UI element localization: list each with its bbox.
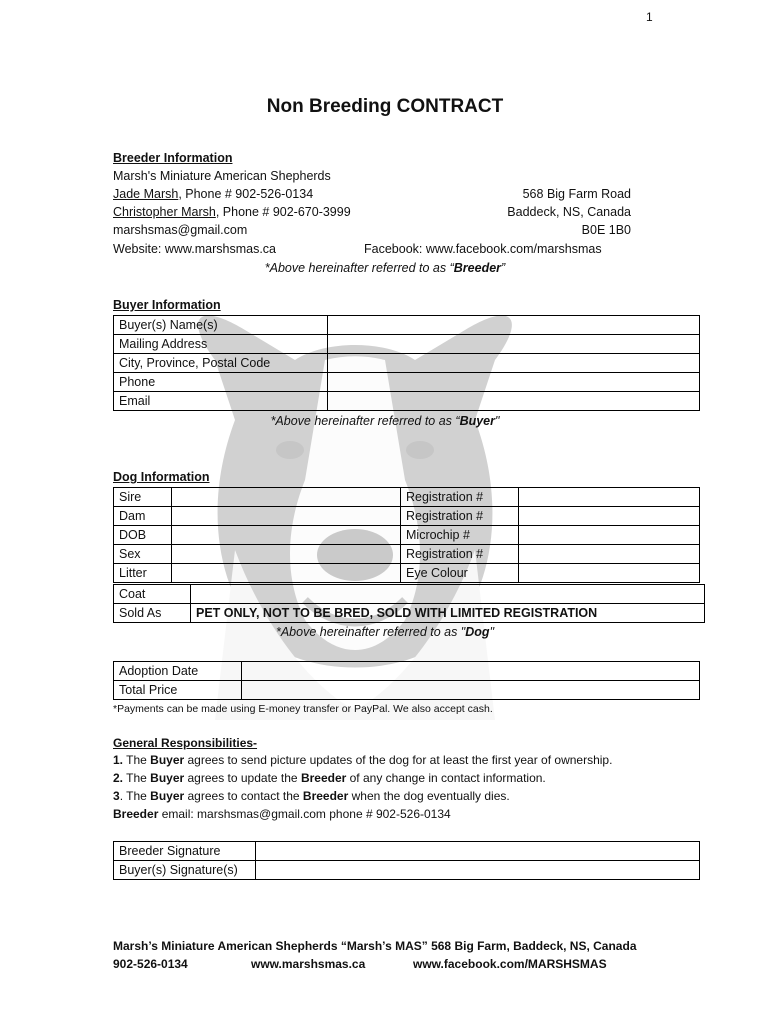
signature-row	[114, 842, 700, 861]
breeder-person1	[113, 187, 313, 201]
dog-sold-as-label: Sold As	[114, 604, 191, 623]
signature-label: Buyer(s) Signature(s)	[114, 861, 256, 880]
buyer-field-label: Buyer(s) Name(s)	[114, 316, 328, 335]
adoption-row	[114, 662, 700, 681]
buyer-table	[113, 315, 700, 411]
dog-microchip-input[interactable]	[519, 526, 700, 545]
item-who: Buyer	[150, 789, 185, 803]
dog-left-label: DOB	[114, 526, 172, 545]
item-the: . The	[119, 789, 151, 803]
dog-row	[114, 507, 700, 526]
person2-phone: , Phone # 902-670-3999	[215, 205, 351, 219]
dog-row	[114, 545, 700, 564]
dog-right-label: Registration #	[401, 488, 519, 507]
dog-sex-input[interactable]	[172, 545, 401, 564]
dog-dam-input[interactable]	[172, 507, 401, 526]
adoption-row	[114, 681, 700, 700]
breeder-facebook: Facebook: www.facebook.com/marshsmas	[364, 242, 602, 256]
dog-table	[113, 487, 700, 583]
buyer-name-input[interactable]	[328, 316, 700, 335]
item-num: 3	[113, 789, 120, 803]
dog-left-label: Sire	[114, 488, 172, 507]
item-who2: Breeder	[302, 789, 349, 803]
adoption-label: Total Price	[114, 681, 242, 700]
dog-sold-as-value: PET ONLY, NOT TO BE BRED, SOLD WITH LIMITED REGISTRATION	[191, 604, 705, 623]
dog-right-label: Eye Colour	[401, 564, 519, 583]
breeder-contact: email: marshsmas@gmail.com phone # 902-526-0134	[158, 807, 451, 821]
breeder-note	[0, 261, 770, 275]
breeder-signature-input[interactable]	[256, 842, 700, 861]
dog-left-label: Litter	[114, 564, 172, 583]
breeder-label: Breeder	[113, 807, 159, 821]
dog-right-label: Registration #	[401, 507, 519, 526]
dog-row	[114, 526, 700, 545]
buyer-field-label: Email	[114, 392, 328, 411]
item-num: 1.	[113, 753, 124, 767]
buyer-field-label: Phone	[114, 373, 328, 392]
breeder-address1: 568 Big Farm Road	[522, 187, 631, 201]
breeder-note-term: Breeder	[453, 261, 502, 275]
page-title: Non Breeding CONTRACT	[266, 96, 504, 117]
dog-left-label: Dam	[114, 507, 172, 526]
dog-heading: Dog Information	[113, 470, 210, 484]
buyer-field-label: Mailing Address	[114, 335, 328, 354]
item-text: agrees to update the	[184, 771, 301, 785]
dog-right-label: Microchip #	[401, 526, 519, 545]
buyer-row	[114, 335, 700, 354]
signature-table	[113, 841, 700, 880]
item-text: agrees to send picture updates of the dog for at least the first year of ownership.	[184, 753, 613, 767]
dog-eye-colour-input[interactable]	[519, 564, 700, 583]
buyer-row	[114, 354, 700, 373]
breeder-email: marshsmas@gmail.com	[113, 223, 248, 237]
footer-line1: Marsh’s Miniature American Shepherds “Marsh’s MAS” 568 Big Farm, Baddeck, NS, Canada	[113, 939, 637, 953]
breeder-address2: Baddeck, NS, Canada	[507, 205, 631, 219]
footer-phone: 902-526-0134	[113, 957, 188, 971]
breeder-note-prefix: *Above hereinafter referred to as “	[264, 261, 454, 275]
dog-dob-input[interactable]	[172, 526, 401, 545]
responsibility-item	[113, 789, 510, 803]
buyer-note-prefix: *Above hereinafter referred to as “	[270, 414, 460, 428]
page-number: 1	[646, 10, 653, 24]
buyer-row	[114, 392, 700, 411]
dog-row	[114, 585, 705, 604]
dog-row	[114, 564, 700, 583]
payment-note: *Payments can be made using E-money transfer or PayPal. We also accept cash.	[113, 703, 493, 715]
buyer-row	[114, 316, 700, 335]
responsibilities-heading: General Responsibilities-	[113, 736, 258, 750]
responsibility-item	[113, 771, 546, 785]
item-num: 2.	[113, 771, 124, 785]
dog-coat-table	[113, 584, 705, 623]
breeder-person2	[113, 205, 351, 219]
breeder-contact-line	[113, 807, 451, 821]
dog-litter-input[interactable]	[172, 564, 401, 583]
dog-right-label: Registration #	[401, 545, 519, 564]
item-the: The	[123, 771, 151, 785]
adoption-table	[113, 661, 700, 700]
dog-reg-input[interactable]	[519, 545, 700, 564]
total-price-input[interactable]	[242, 681, 700, 700]
breeder-website: Website: www.marshsmas.ca	[113, 242, 277, 256]
dog-note	[0, 625, 770, 639]
dog-row	[114, 488, 700, 507]
dog-row	[114, 604, 705, 623]
responsibility-item	[113, 753, 612, 767]
item-the: The	[123, 753, 151, 767]
item-who: Buyer	[150, 753, 185, 767]
breeder-heading: Breeder Information	[113, 151, 233, 165]
breeder-business: Marsh's Miniature American Shepherds	[113, 169, 331, 183]
footer-website: www.marshsmas.ca	[251, 957, 366, 971]
person2-name: Christopher Marsh	[113, 205, 216, 219]
breeder-note-suffix: ”	[501, 261, 506, 275]
dog-coat-label: Coat	[114, 585, 191, 604]
item-text2: when the dog eventually dies.	[348, 789, 510, 803]
item-text: agrees to contact the	[184, 789, 303, 803]
dog-note-suffix: "	[489, 625, 494, 639]
footer-facebook: www.facebook.com/MARSHSMAS	[413, 957, 607, 971]
adoption-label: Adoption Date	[114, 662, 242, 681]
item-text2: of any change in contact information.	[346, 771, 546, 785]
person1-name: Jade Marsh	[113, 187, 179, 201]
dog-dam-reg-input[interactable]	[519, 507, 700, 526]
signature-label: Breeder Signature	[114, 842, 256, 861]
dog-coat-input[interactable]	[191, 585, 705, 604]
buyer-note-term: Buyer	[459, 414, 495, 428]
adoption-date-input[interactable]	[242, 662, 700, 681]
person1-phone: , Phone # 902-526-0134	[178, 187, 314, 201]
signature-row	[114, 861, 700, 880]
dog-note-prefix: *Above hereinafter referred to as "	[275, 625, 466, 639]
breeder-postal: B0E 1B0	[581, 223, 631, 237]
buyer-phone-input[interactable]	[328, 373, 700, 392]
item-who2: Breeder	[300, 771, 347, 785]
buyer-heading: Buyer Information	[113, 298, 221, 312]
dog-sire-reg-input[interactable]	[519, 488, 700, 507]
buyer-city-input[interactable]	[328, 354, 700, 373]
dog-left-label: Sex	[114, 545, 172, 564]
buyer-field-label: City, Province, Postal Code	[114, 354, 328, 373]
buyer-row	[114, 373, 700, 392]
buyer-signature-input[interactable]	[256, 861, 700, 880]
dog-note-term: Dog	[465, 625, 490, 639]
item-who: Buyer	[150, 771, 185, 785]
buyer-note-suffix: "	[495, 414, 500, 428]
buyer-note	[0, 414, 770, 428]
buyer-email-input[interactable]	[328, 392, 700, 411]
dog-sire-input[interactable]	[172, 488, 401, 507]
buyer-address-input[interactable]	[328, 335, 700, 354]
